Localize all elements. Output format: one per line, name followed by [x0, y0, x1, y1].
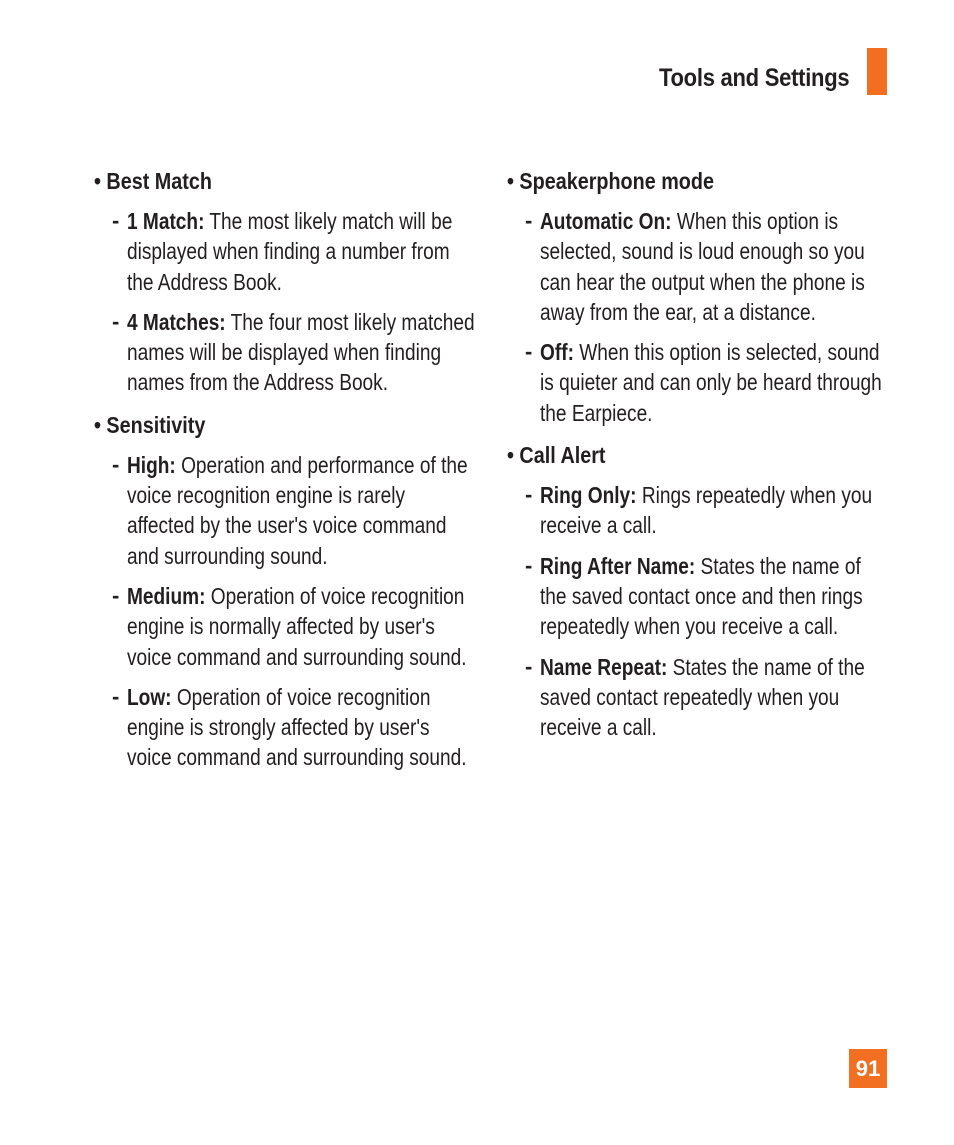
section-heading: • Sensitivity: [94, 411, 206, 438]
dash-marker: -: [112, 308, 120, 334]
list-item: [94, 307, 494, 398]
dash-marker: -: [525, 339, 533, 365]
dash-marker: -: [525, 552, 533, 578]
item-label: Ring Only:: [540, 482, 637, 509]
item-label: Name Repeat:: [540, 653, 668, 680]
section-call-alert: [507, 440, 907, 742]
dash-marker: -: [112, 451, 120, 477]
section-best-match: [94, 166, 494, 398]
list-item: [507, 337, 907, 428]
item-label: Low:: [127, 683, 172, 710]
list-item: [507, 480, 907, 541]
section-heading: • Speakerphone mode: [507, 168, 714, 194]
item-text: Rings repeatedly when you receive a call.: [540, 482, 873, 539]
item-text: Operation of voice recognition engine is strongly affected by user's voice command and surrounding sound.: [127, 683, 467, 771]
item-text: States the name of the saved contact once and then rings repeatedly when you receive a call.: [540, 552, 863, 640]
item-label: 4 Matches:: [127, 308, 226, 335]
item-text: Operation and performance of the voice recognition engine is rarely affected by the user's voice command and surrounding sound.: [127, 451, 468, 569]
page-number: 91: [849, 1049, 887, 1088]
section-heading: • Call Alert: [507, 442, 606, 469]
item-text: When this option is selected, sound is loud enough so you can hear the output when the phone is away from the ear, at a distance.: [540, 208, 865, 325]
item-text: When this option is selected, sound is quieter and can only be heard through the Earpiece.: [540, 339, 882, 426]
item-label: Automatic On:: [540, 208, 672, 234]
dash-marker: -: [525, 653, 533, 679]
dash-marker: -: [525, 482, 533, 508]
dash-marker: -: [112, 582, 120, 608]
item-label: Medium:: [127, 582, 206, 609]
item-label: Off:: [540, 339, 574, 366]
list-item: [507, 206, 907, 327]
section-heading: • Best Match: [94, 168, 212, 194]
dash-marker: -: [525, 208, 533, 233]
dash-marker: -: [112, 683, 120, 709]
list-item: [94, 206, 494, 297]
section-sensitivity: [94, 410, 494, 773]
item-label: Ring After Name:: [540, 552, 696, 579]
item-text: The most likely match will be displayed when finding a number from the Address Book.: [127, 208, 453, 295]
left-column: [94, 166, 494, 785]
item-text: Operation of voice recognition engine is normally affected by user's voice command and surrounding sound.: [127, 582, 467, 670]
list-item: [94, 682, 494, 773]
item-text: The four most likely matched names will be displayed when finding names from the Address Book.: [127, 308, 475, 396]
section-speakerphone-mode: [507, 166, 907, 428]
item-label: High:: [127, 451, 176, 478]
item-label: 1 Match:: [127, 208, 205, 234]
right-column: [507, 166, 907, 754]
section-tab-marker: [867, 48, 887, 95]
item-text: States the name of the saved contact repeatedly when you receive a call.: [540, 653, 865, 741]
list-item: [94, 450, 494, 571]
dash-marker: -: [112, 208, 120, 233]
list-item: [507, 652, 907, 743]
list-item: [507, 551, 907, 642]
page-title: Tools and Settings: [658, 64, 849, 92]
list-item: [94, 581, 494, 672]
